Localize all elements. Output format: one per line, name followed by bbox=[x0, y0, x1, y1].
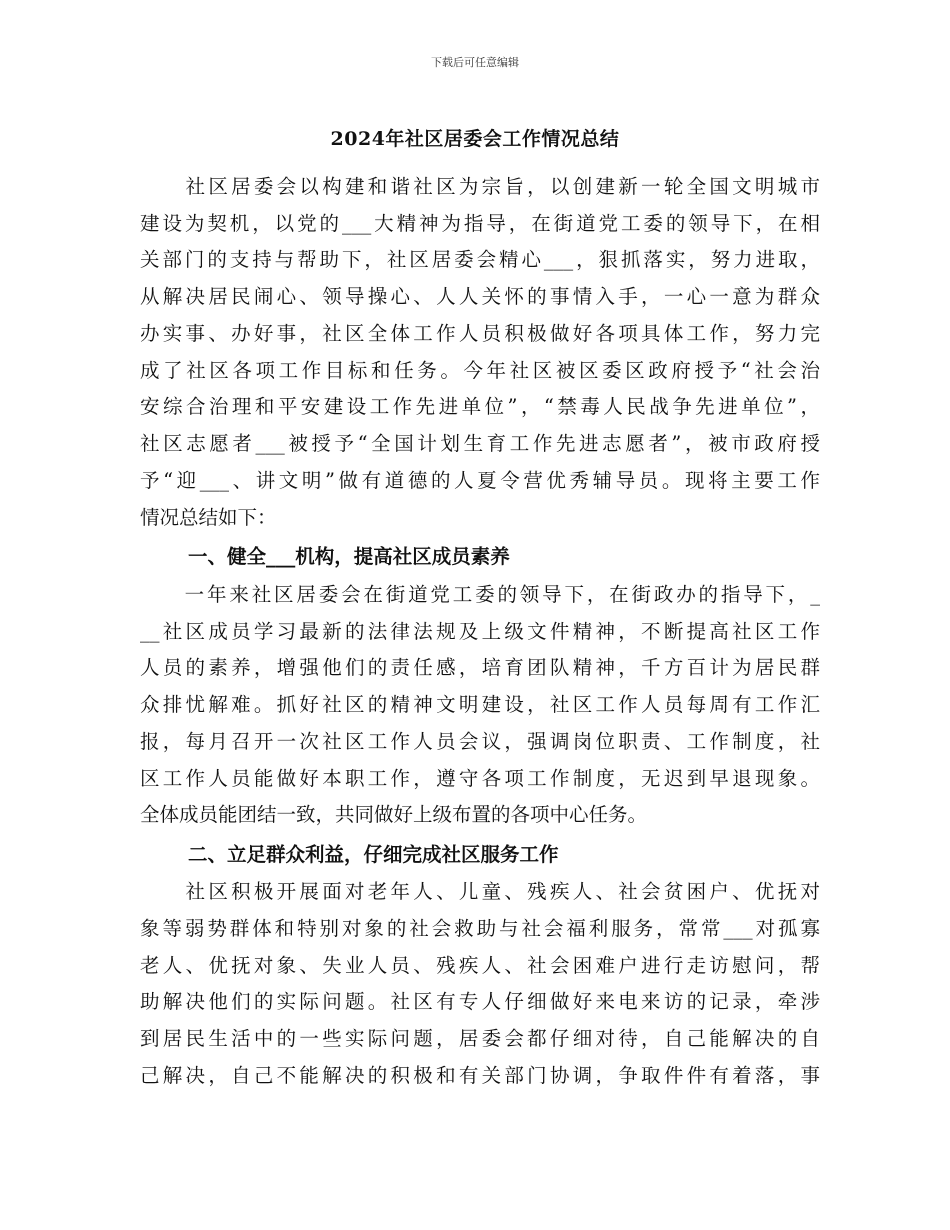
document-title: 2024年社区居委会工作情况总结 bbox=[330, 128, 620, 150]
section-heading-1: 一、健全___机构，提高社区成员素养 bbox=[188, 545, 510, 568]
paragraph-line: 建设为契机，以党的___大精神为指导，在街道党工委的领导下，在相 bbox=[140, 212, 820, 235]
paragraph-line: 关部门的支持与帮助下，社区居委会精心___，狠抓落实，努力进取， bbox=[140, 248, 820, 271]
paragraph-line: 区工作人员能做好本职工作，遵守各项工作制度，无迟到早退现象。 bbox=[140, 767, 820, 790]
paragraph-line: 办实事、办好事，社区全体工作人员积极做好各项具体工作，努力完 bbox=[140, 322, 820, 345]
paragraph-line: 报，每月召开一次社区工作人员会议，强调岗位职责、工作制度，社 bbox=[140, 730, 820, 753]
paragraph-line: 社区居委会以构建和谐社区为宗旨，以创建新一轮全国文明城市 bbox=[140, 175, 820, 198]
paragraph-line: 老人、优抚对象、失业人员、残疾人、社会困难户进行走访慰问，帮 bbox=[140, 954, 820, 977]
paragraph-line: 己解决，自己不能解决的积极和有关部门协调，争取件件有着落，事 bbox=[140, 1064, 820, 1087]
paragraph-line: __社区成员学习最新的法律法规及上级文件精神，不断提高社区工作 bbox=[140, 620, 820, 643]
paragraph-line: 从解决居民闹心、领导操心、人人关怀的事情入手，一心一意为群众 bbox=[140, 285, 820, 308]
paragraph-line: 到居民生活中的一些实际问题，居委会都仔细对待，自己能解决的自 bbox=[140, 1027, 820, 1050]
paragraph-line: 全体成员能团结一致，共同做好上级布置的各项中心任务。 bbox=[140, 803, 648, 826]
paragraph-line: 众排忧解难。抓好社区的精神文明建设，社区工作人员每周有工作汇 bbox=[140, 693, 820, 716]
paragraph-line: 社区志愿者___被授予“全国计划生育工作先进志愿者”，被市政府授 bbox=[140, 432, 820, 455]
paragraph-line: 一年来社区居委会在街道党工委的领导下，在街政办的指导下，_ bbox=[140, 583, 820, 606]
paragraph-line: 人员的素养，增强他们的责任感，培育团队精神，千方百计为居民群 bbox=[140, 656, 820, 679]
paragraph-line: 成了社区各项工作目标和任务。今年社区被区委区政府授予“社会治 bbox=[140, 359, 820, 382]
paragraph-line: 安综合治理和平安建设工作先进单位”，“禁毒人民战争先进单位”， bbox=[140, 395, 820, 418]
paragraph-line: 助解决他们的实际问题。社区有专人仔细做好来电来访的记录，牵涉 bbox=[140, 990, 820, 1013]
paragraph-line: 予“迎___、讲文明”做有道德的人夏令营优秀辅导员。现将主要工作 bbox=[140, 469, 820, 492]
section-heading-2: 二、立足群众利益，仔细完成社区服务工作 bbox=[188, 843, 559, 866]
paragraph-line: 社区积极开展面对老年人、儿童、残疾人、社会贫困户、优抚对 bbox=[140, 880, 820, 903]
paragraph-line: 情况总结如下： bbox=[140, 506, 277, 529]
header-note: 下载后可任意编辑 bbox=[431, 56, 519, 69]
paragraph-line: 象等弱势群体和特别对象的社会救助与社会福利服务，常常___对孤寡 bbox=[140, 917, 820, 940]
